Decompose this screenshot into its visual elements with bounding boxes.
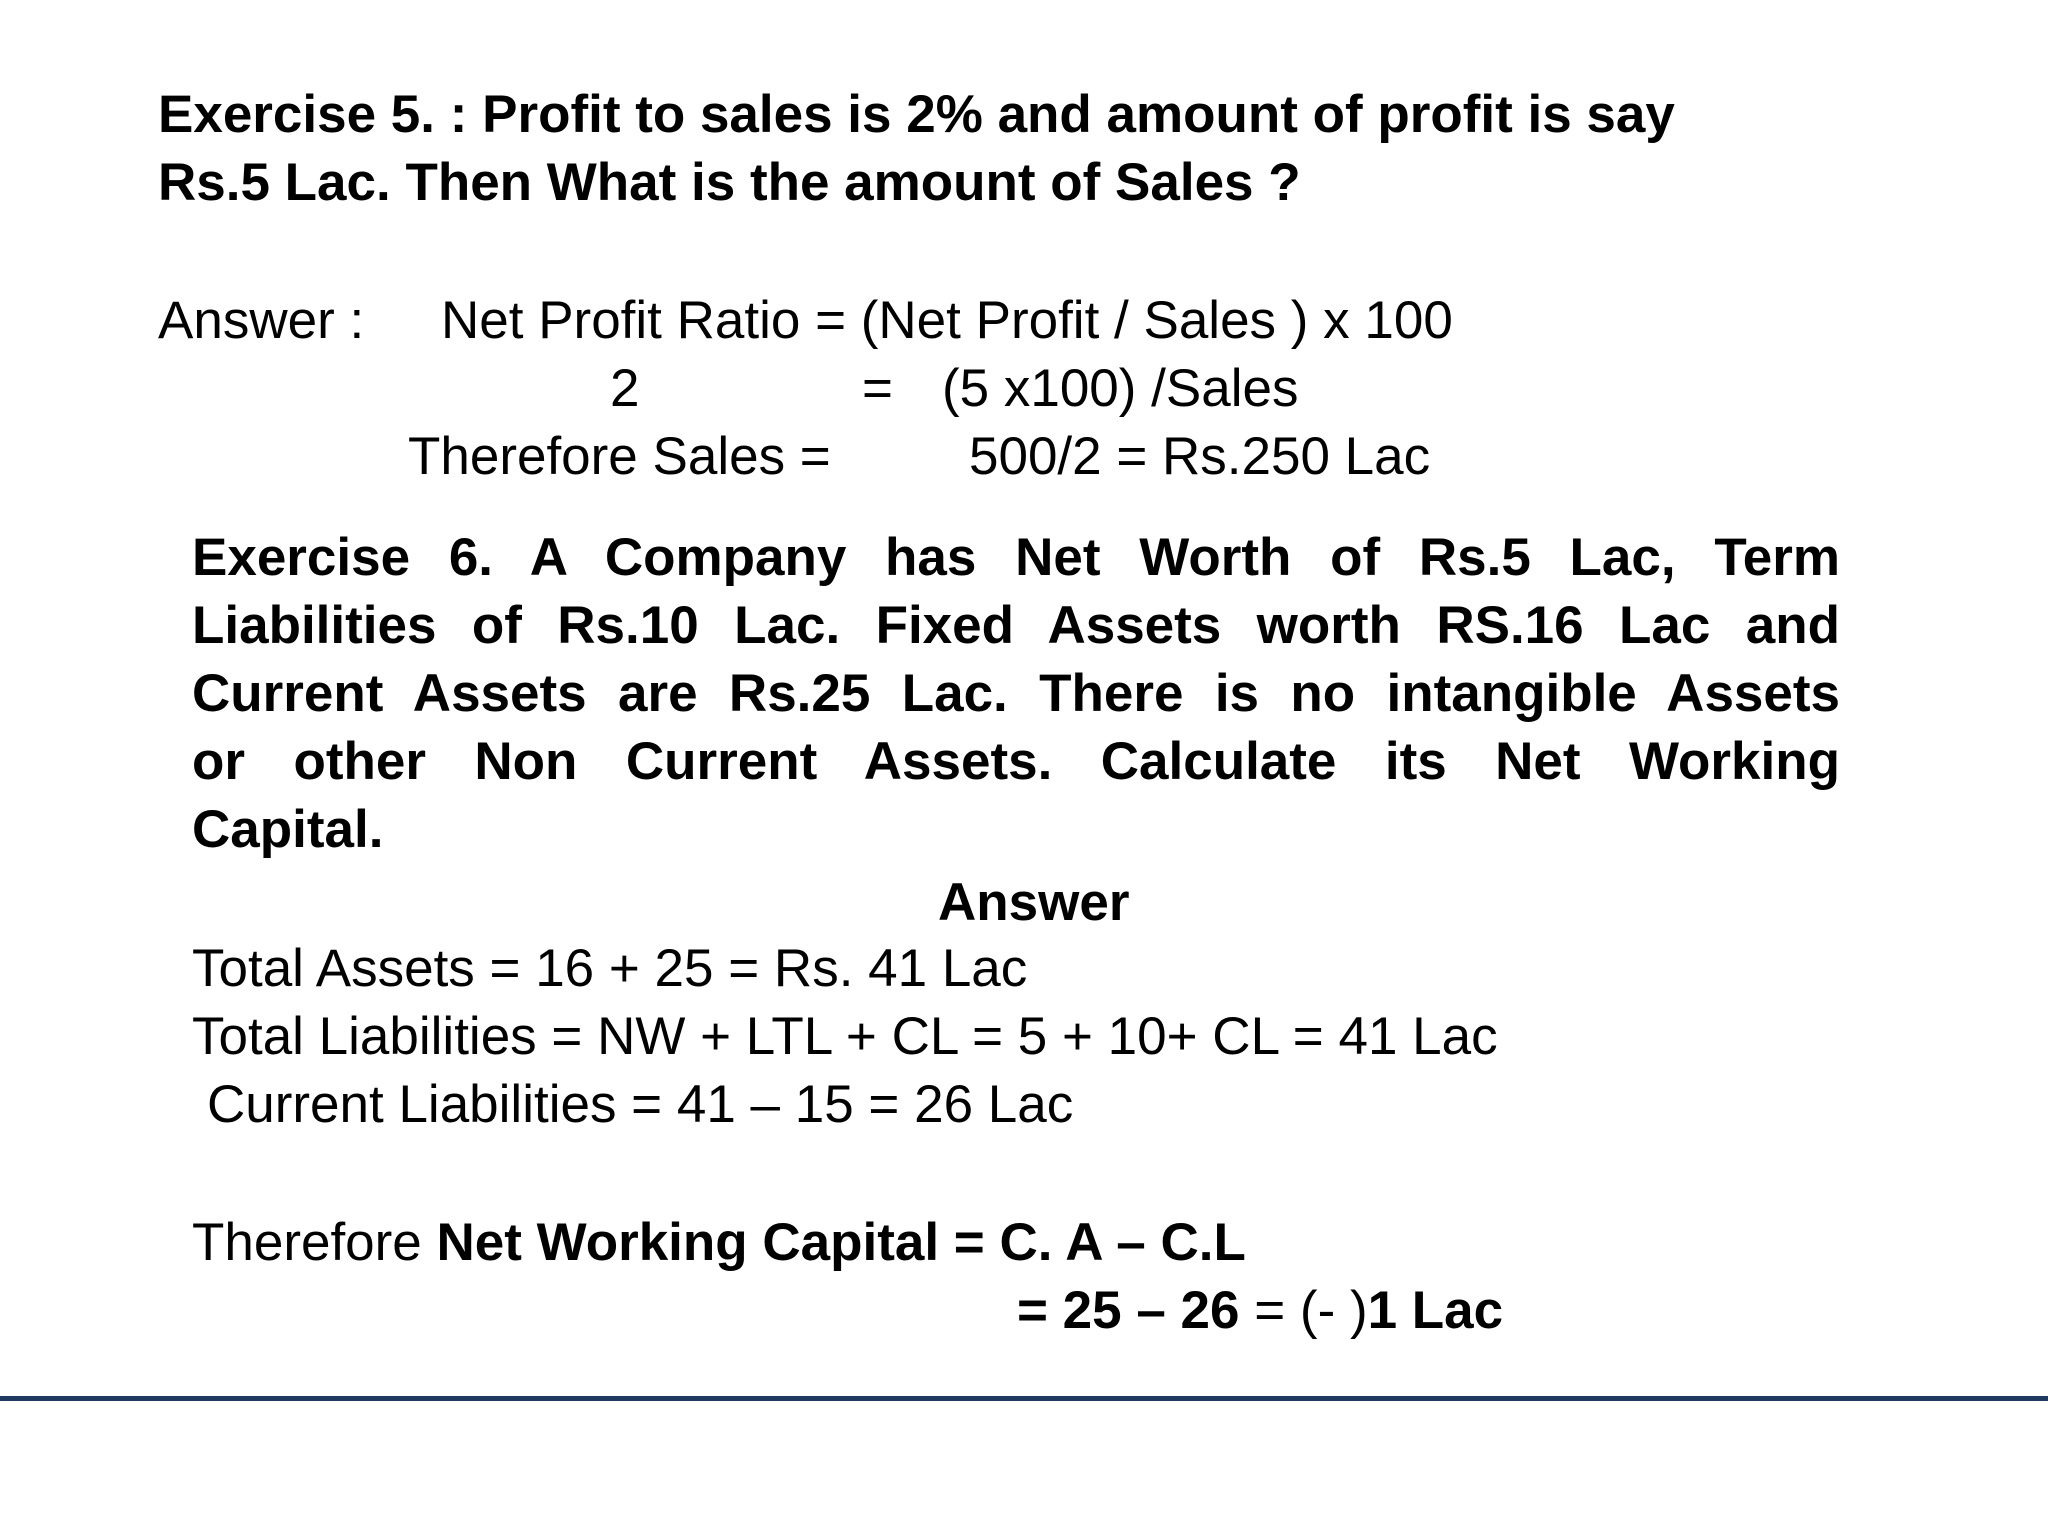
exercise6-question-line: Capital. xyxy=(192,800,384,859)
exercise6-question-line: Liabilities of Rs.10 Lac. Fixed Assets worth RS.16 Lac and xyxy=(192,596,1840,655)
exercise5-question-line1: Exercise 5. : Profit to sales is 2% and amount of profit is say xyxy=(158,85,1675,144)
exercise6-total-assets: Total Assets = 16 + 25 = Rs. 41 Lac xyxy=(192,939,1028,998)
exercise5-answer-label: Answer : xyxy=(158,291,365,350)
exercise6-therefore: Therefore xyxy=(192,1213,437,1272)
exercise5-question-line2: Rs.5 Lac. Then What is the amount of Sales ? xyxy=(158,153,1301,212)
exercise6-question-line: Current Assets are Rs.25 Lac. There is no intangible Assets xyxy=(192,664,1840,723)
exercise5-formula: Net Profit Ratio = (Net Profit / Sales ) x 100 xyxy=(441,291,1453,350)
exercise6-total-liabilities: Total Liabilities = NW + LTL + CL = 5 + 10+ CL = 41 Lac xyxy=(192,1007,1498,1066)
exercise6-nwc-calc xyxy=(1017,1281,1504,1340)
footer-divider xyxy=(0,1396,2048,1401)
exercise6-nwc-line xyxy=(192,1213,1246,1272)
exercise6-nwc-calc-normal: = (- ) xyxy=(1239,1281,1368,1340)
exercise6-nwc-calc-bold: = 25 – 26 xyxy=(1017,1281,1240,1340)
exercise5-step2-rhs: (5 x100) /Sales xyxy=(942,359,1299,418)
exercise6-nwc-formula: Net Working Capital = C. A – C.L xyxy=(436,1213,1246,1272)
exercise6-question xyxy=(192,524,1840,864)
exercise5-step3-lhs: Therefore Sales = xyxy=(408,427,831,486)
exercise5-step2-eq: = xyxy=(862,359,893,418)
exercise6-question-line: Exercise 6. A Company has Net Worth of Rs.5 Lac, Term xyxy=(192,528,1840,587)
exercise6-nwc-result: 1 Lac xyxy=(1367,1281,1504,1340)
exercise6-answer-heading: Answer xyxy=(938,873,1130,932)
exercise5-step3-rhs: 500/2 = Rs.250 Lac xyxy=(969,427,1431,486)
exercise5-step2-lhs: 2 xyxy=(610,359,640,418)
exercise6-current-liabilities: Current Liabilities = 41 – 15 = 26 Lac xyxy=(207,1075,1074,1134)
exercise6-question-line: or other Non Current Assets. Calculate its Net Working xyxy=(192,732,1840,791)
